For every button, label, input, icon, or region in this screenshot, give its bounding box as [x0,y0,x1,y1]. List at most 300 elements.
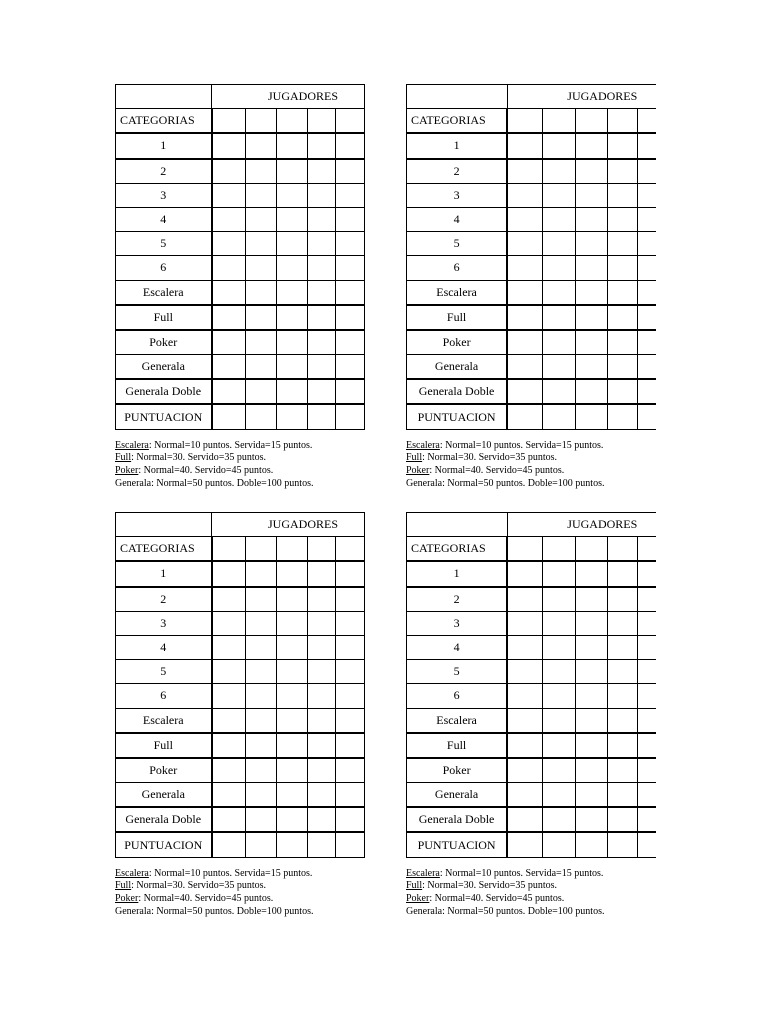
category-row [116,355,365,380]
category-label: Full [116,305,212,330]
player-score-cell[interactable] [212,783,246,808]
player-score-cell[interactable] [507,183,543,207]
player-score-cell[interactable] [575,832,607,857]
player-score-cell[interactable] [575,355,607,380]
player-score-cell[interactable] [575,404,607,429]
player-score-cell[interactable] [212,807,246,832]
player-score-cell[interactable] [608,708,637,733]
player-score-cell[interactable] [277,537,308,562]
player-score-cell[interactable] [277,611,308,635]
player-score-cell[interactable] [212,280,246,305]
player-score-cell[interactable] [543,587,575,612]
player-score-cell[interactable] [212,832,246,857]
player-score-cell[interactable] [277,207,308,231]
player-score-cell[interactable] [277,587,308,612]
player-score-cell[interactable] [308,537,336,562]
player-score-cell[interactable] [543,660,575,684]
player-score-cell[interactable] [308,807,336,832]
player-score-cell[interactable] [543,733,575,758]
player-score-cell[interactable] [277,733,308,758]
player-score-cell[interactable] [308,758,336,783]
player-score-cell[interactable] [246,733,277,758]
rule-text: : Normal=30. Servido=35 puntos. [131,452,267,464]
player-score-cell[interactable] [246,133,277,158]
player-score-cell[interactable] [212,379,246,404]
player-score-cell[interactable] [507,635,543,659]
player-score-cell[interactable] [507,684,543,708]
player-score-cell[interactable] [608,355,637,380]
player-score-cell[interactable] [212,684,246,708]
player-score-cell[interactable] [608,379,637,404]
player-score-cell[interactable] [575,256,607,280]
player-score-cell[interactable] [336,256,365,280]
player-score-cell[interactable] [336,159,365,184]
player-score-cell[interactable] [608,232,637,256]
player-score-cell[interactable] [246,207,277,231]
player-score-cell[interactable] [543,280,575,305]
player-score-cell[interactable] [608,832,637,857]
player-score-cell[interactable] [507,379,543,404]
player-score-cell[interactable] [608,783,637,808]
player-score-cell[interactable] [637,305,656,330]
player-score-cell[interactable] [637,159,656,184]
player-score-cell[interactable] [308,207,336,231]
player-score-cell[interactable] [336,708,365,733]
player-score-cell[interactable] [637,232,656,256]
player-score-cell[interactable] [507,807,543,832]
player-score-cell[interactable] [277,404,308,429]
player-score-cell[interactable] [637,537,656,562]
player-score-cell[interactable] [277,232,308,256]
player-score-cell[interactable] [246,758,277,783]
player-score-cell[interactable] [336,404,365,429]
scoring-rules [406,440,656,491]
rule-term: Escalera [115,867,149,879]
player-score-cell[interactable] [637,587,656,612]
player-score-cell[interactable] [308,561,336,586]
player-score-cell[interactable] [308,330,336,355]
player-score-cell[interactable] [277,133,308,158]
category-label: Full [407,305,508,330]
player-score-cell[interactable] [212,207,246,231]
player-score-cell[interactable] [575,635,607,659]
player-score-cell[interactable] [336,183,365,207]
player-score-cell[interactable] [543,305,575,330]
player-score-cell[interactable] [575,684,607,708]
player-score-cell[interactable] [543,183,575,207]
player-score-cell[interactable] [543,537,575,562]
player-score-cell[interactable] [277,561,308,586]
player-score-cell[interactable] [543,133,575,158]
player-score-cell[interactable] [336,783,365,808]
category-row [407,587,657,612]
rule-term: Poker [115,893,139,905]
player-score-cell[interactable] [212,232,246,256]
player-score-cell[interactable] [608,404,637,429]
player-score-cell[interactable] [575,305,607,330]
player-score-cell[interactable] [246,379,277,404]
player-score-cell[interactable] [575,109,607,134]
player-score-cell[interactable] [608,330,637,355]
player-score-cell[interactable] [575,733,607,758]
player-score-cell[interactable] [608,109,637,134]
rule-term: Poker [115,465,139,477]
player-score-cell[interactable] [212,708,246,733]
player-score-cell[interactable] [246,611,277,635]
player-score-cell[interactable] [336,660,365,684]
category-label: Poker [407,330,508,355]
player-score-cell[interactable] [246,660,277,684]
player-score-cell[interactable] [575,758,607,783]
player-score-cell[interactable] [277,660,308,684]
player-score-cell[interactable] [575,587,607,612]
category-row [407,207,657,231]
player-score-cell[interactable] [543,561,575,586]
player-score-cell[interactable] [507,708,543,733]
category-row [116,305,365,330]
player-score-cell[interactable] [507,133,543,158]
player-score-cell[interactable] [212,611,246,635]
player-score-cell[interactable] [308,611,336,635]
player-score-cell[interactable] [246,587,277,612]
player-score-cell[interactable] [212,733,246,758]
category-label: 2 [407,159,508,184]
player-score-cell[interactable] [246,832,277,857]
rule-text: : Normal=40. Servido=45 puntos. [138,893,274,905]
player-score-cell[interactable] [336,537,365,562]
player-score-cell[interactable] [336,330,365,355]
player-score-cell[interactable] [608,733,637,758]
rule-line [406,906,656,919]
player-score-cell[interactable] [608,660,637,684]
player-score-cell[interactable] [507,305,543,330]
player-score-cell[interactable] [277,256,308,280]
category-label: 2 [407,587,508,612]
player-score-cell[interactable] [336,305,365,330]
player-score-cell[interactable] [608,183,637,207]
player-score-cell[interactable] [608,305,637,330]
player-score-cell[interactable] [608,207,637,231]
player-score-cell[interactable] [246,232,277,256]
player-score-cell[interactable] [507,256,543,280]
player-score-cell[interactable] [277,183,308,207]
player-score-cell[interactable] [608,256,637,280]
player-score-cell[interactable] [543,207,575,231]
player-score-cell[interactable] [308,355,336,380]
scoring-rules [115,440,364,491]
player-score-cell[interactable] [507,232,543,256]
player-score-cell[interactable] [608,758,637,783]
category-label: 6 [116,684,212,708]
player-score-cell[interactable] [507,207,543,231]
player-score-cell[interactable] [543,783,575,808]
player-score-cell[interactable] [212,660,246,684]
player-score-cell[interactable] [507,561,543,586]
player-score-cell[interactable] [246,404,277,429]
player-score-cell[interactable] [336,611,365,635]
player-score-cell[interactable] [575,807,607,832]
player-score-cell[interactable] [637,807,656,832]
player-score-cell[interactable] [246,330,277,355]
player-score-cell[interactable] [637,183,656,207]
player-score-cell[interactable] [543,232,575,256]
player-score-cell[interactable] [212,133,246,158]
player-score-cell[interactable] [575,280,607,305]
player-score-cell[interactable] [543,832,575,857]
player-score-cell[interactable] [637,684,656,708]
player-score-cell[interactable] [575,660,607,684]
player-score-cell[interactable] [308,159,336,184]
player-score-cell[interactable] [336,587,365,612]
player-score-cell[interactable] [637,133,656,158]
player-score-cell[interactable] [308,733,336,758]
player-score-cell[interactable] [575,183,607,207]
category-label: 4 [116,635,212,659]
player-score-cell[interactable] [212,305,246,330]
player-score-cell[interactable] [637,832,656,857]
player-score-cell[interactable] [575,207,607,231]
player-score-cell[interactable] [212,758,246,783]
player-score-cell[interactable] [246,807,277,832]
player-score-cell[interactable] [212,159,246,184]
categories-label: CATEGORIAS [407,537,508,562]
player-score-cell[interactable] [637,783,656,808]
player-score-cell[interactable] [608,611,637,635]
player-score-cell[interactable] [308,832,336,857]
category-row [116,611,365,635]
player-score-cell[interactable] [543,807,575,832]
player-score-cell[interactable] [507,159,543,184]
player-score-cell[interactable] [637,758,656,783]
category-label: Generala [116,355,212,380]
category-row [116,183,365,207]
player-score-cell[interactable] [507,587,543,612]
player-score-cell[interactable] [543,379,575,404]
player-score-cell[interactable] [507,280,543,305]
player-score-cell[interactable] [308,109,336,134]
player-score-cell[interactable] [277,330,308,355]
player-score-cell[interactable] [507,733,543,758]
player-score-cell[interactable] [507,355,543,380]
rule-line [115,440,364,453]
player-score-cell[interactable] [277,355,308,380]
player-score-cell[interactable] [507,330,543,355]
rule-text: : Normal=40. Servido=45 puntos. [429,465,565,477]
player-score-cell[interactable] [277,684,308,708]
player-score-cell[interactable] [212,635,246,659]
category-label: 3 [116,183,212,207]
player-score-cell[interactable] [608,561,637,586]
category-label: 6 [407,684,508,708]
player-score-cell[interactable] [212,404,246,429]
category-row [407,404,657,429]
player-score-cell[interactable] [575,159,607,184]
player-score-cell[interactable] [543,159,575,184]
player-score-cell[interactable] [246,109,277,134]
player-score-cell[interactable] [637,708,656,733]
player-score-cell[interactable] [637,561,656,586]
player-score-cell[interactable] [308,133,336,158]
player-score-cell[interactable] [212,561,246,586]
player-score-cell[interactable] [308,232,336,256]
player-score-cell[interactable] [637,280,656,305]
player-score-cell[interactable] [277,758,308,783]
player-score-cell[interactable] [336,109,365,134]
player-score-cell[interactable] [308,708,336,733]
player-score-cell[interactable] [246,183,277,207]
player-score-cell[interactable] [637,635,656,659]
player-score-cell[interactable] [543,109,575,134]
player-score-cell[interactable] [212,330,246,355]
player-score-cell[interactable] [543,404,575,429]
player-score-cell[interactable] [543,256,575,280]
scoring-rules [406,868,656,919]
player-score-cell[interactable] [308,783,336,808]
player-score-cell[interactable] [507,404,543,429]
player-score-cell[interactable] [308,660,336,684]
player-score-cell[interactable] [637,109,656,134]
category-row [116,587,365,612]
player-score-cell[interactable] [608,133,637,158]
player-score-cell[interactable] [212,355,246,380]
player-score-cell[interactable] [507,109,543,134]
player-score-cell[interactable] [277,379,308,404]
player-score-cell[interactable] [543,611,575,635]
player-score-cell[interactable] [543,355,575,380]
player-score-cell[interactable] [277,783,308,808]
player-score-cell[interactable] [308,587,336,612]
player-score-cell[interactable] [575,133,607,158]
rule-text: : Normal=10 puntos. Servida=15 puntos. [439,867,604,879]
player-score-cell[interactable] [575,708,607,733]
player-score-cell[interactable] [336,733,365,758]
player-score-cell[interactable] [336,133,365,158]
player-score-cell[interactable] [308,684,336,708]
player-score-cell[interactable] [507,611,543,635]
player-score-cell[interactable] [637,660,656,684]
player-score-cell[interactable] [637,355,656,380]
player-score-cell[interactable] [336,807,365,832]
player-score-cell[interactable] [575,783,607,808]
player-score-cell[interactable] [336,232,365,256]
player-score-cell[interactable] [543,635,575,659]
player-score-cell[interactable] [608,537,637,562]
player-score-cell[interactable] [637,404,656,429]
player-score-cell[interactable] [277,708,308,733]
player-score-cell[interactable] [246,537,277,562]
player-score-cell[interactable] [608,684,637,708]
player-score-cell[interactable] [212,537,246,562]
player-score-cell[interactable] [212,109,246,134]
player-score-cell[interactable] [308,305,336,330]
player-score-cell[interactable] [246,684,277,708]
player-score-cell[interactable] [246,256,277,280]
rule-line [115,452,364,465]
player-score-cell[interactable] [336,379,365,404]
player-score-cell[interactable] [308,379,336,404]
player-score-cell[interactable] [608,587,637,612]
category-row [116,159,365,184]
player-score-cell[interactable] [277,280,308,305]
player-score-cell[interactable] [246,305,277,330]
player-score-cell[interactable] [277,109,308,134]
player-score-cell[interactable] [336,355,365,380]
player-score-cell[interactable] [637,733,656,758]
player-score-cell[interactable] [212,587,246,612]
category-label: 2 [116,587,212,612]
player-score-cell[interactable] [575,537,607,562]
player-score-cell[interactable] [212,256,246,280]
player-score-cell[interactable] [507,660,543,684]
player-score-cell[interactable] [246,783,277,808]
player-score-cell[interactable] [575,561,607,586]
player-score-cell[interactable] [507,832,543,857]
player-score-cell[interactable] [246,635,277,659]
player-score-cell[interactable] [543,758,575,783]
player-score-cell[interactable] [336,684,365,708]
player-score-cell[interactable] [608,159,637,184]
player-score-cell[interactable] [575,232,607,256]
category-row [407,611,657,635]
player-score-cell[interactable] [246,708,277,733]
categories-label: CATEGORIAS [116,109,212,134]
player-score-cell[interactable] [277,807,308,832]
player-score-cell[interactable] [336,832,365,857]
player-score-cell[interactable] [277,635,308,659]
player-score-cell[interactable] [575,379,607,404]
player-score-cell[interactable] [637,256,656,280]
player-score-cell[interactable] [637,379,656,404]
player-score-cell[interactable] [308,256,336,280]
player-score-cell[interactable] [277,832,308,857]
player-score-cell[interactable] [336,207,365,231]
player-score-cell[interactable] [336,561,365,586]
player-score-cell[interactable] [507,758,543,783]
category-row [116,207,365,231]
player-score-cell[interactable] [608,635,637,659]
player-score-cell[interactable] [336,758,365,783]
player-score-cell[interactable] [277,305,308,330]
rule-line [406,893,656,906]
player-score-cell[interactable] [543,330,575,355]
player-score-cell[interactable] [575,611,607,635]
player-score-cell[interactable] [277,159,308,184]
player-score-cell[interactable] [507,537,543,562]
player-score-cell[interactable] [308,183,336,207]
player-score-cell[interactable] [308,280,336,305]
player-score-cell[interactable] [637,207,656,231]
player-score-cell[interactable] [336,280,365,305]
player-score-cell[interactable] [246,280,277,305]
player-score-cell[interactable] [543,708,575,733]
player-score-cell[interactable] [507,783,543,808]
player-score-cell[interactable] [246,355,277,380]
player-score-cell[interactable] [246,561,277,586]
player-score-cell[interactable] [543,684,575,708]
player-score-cell[interactable] [212,183,246,207]
player-score-cell[interactable] [336,635,365,659]
player-score-cell[interactable] [308,404,336,429]
category-row [407,708,657,733]
player-score-cell[interactable] [608,807,637,832]
player-score-cell[interactable] [637,330,656,355]
player-score-cell[interactable] [637,611,656,635]
player-score-cell[interactable] [308,635,336,659]
player-score-cell[interactable] [575,330,607,355]
category-row [407,832,657,857]
player-score-cell[interactable] [608,280,637,305]
player-score-cell[interactable] [246,159,277,184]
